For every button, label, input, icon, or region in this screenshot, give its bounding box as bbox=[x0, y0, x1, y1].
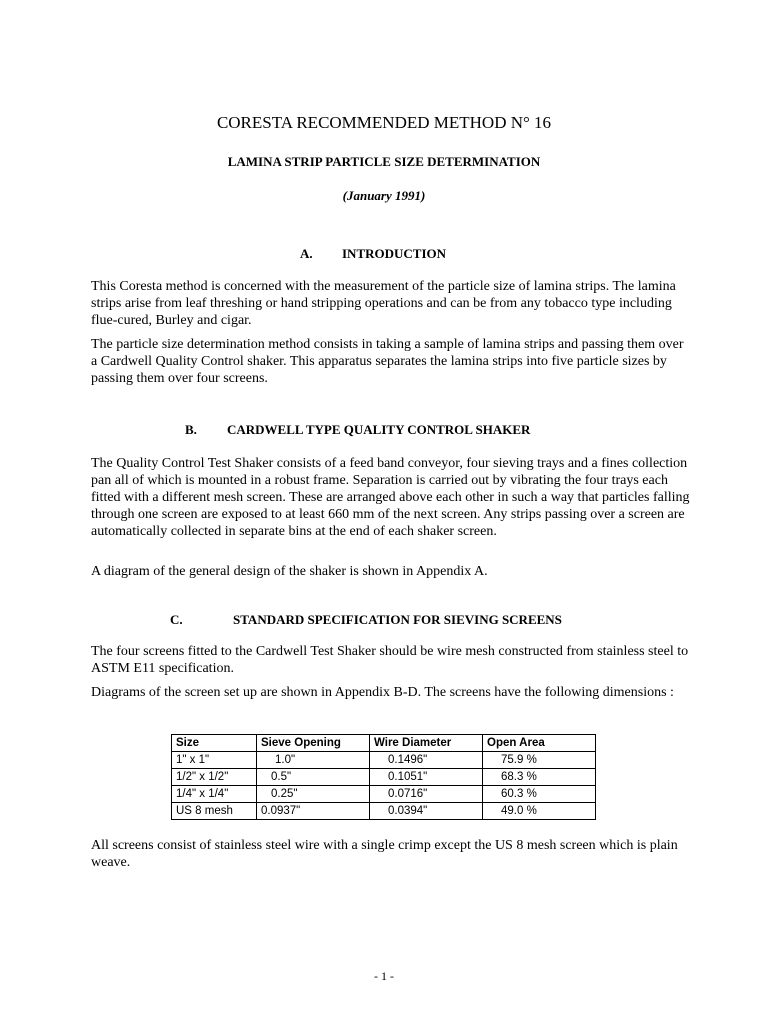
table-cell-open-area: 68.3 % bbox=[483, 769, 596, 786]
section-a-heading bbox=[300, 246, 446, 262]
document-subtitle: LAMINA STRIP PARTICLE SIZE DETERMINATION bbox=[227, 154, 541, 169]
section-c-letter: C. bbox=[170, 612, 183, 627]
table-cell-wire-diameter: 0.1051" bbox=[370, 769, 483, 786]
table-row bbox=[172, 786, 596, 803]
table-row bbox=[172, 769, 596, 786]
table-cell-wire-diameter: 0.0716" bbox=[370, 786, 483, 803]
section-a-title: INTRODUCTION bbox=[342, 246, 447, 261]
table-cell-size: 1/2" x 1/2" bbox=[172, 769, 257, 786]
table-cell-size: 1/4" x 1/4" bbox=[172, 786, 257, 803]
document-title: CORESTA RECOMMENDED METHOD N° 16 bbox=[216, 113, 552, 132]
section-a-letter: A. bbox=[300, 246, 313, 261]
section-a-paragraph-2: The particle size determination method consists in taking a sample of lamina strips and passing them over a Cardwell Quality Control shaker. This apparatus separates the lamina strips into five particle sizes by passing them over four screens. bbox=[91, 337, 684, 386]
section-c-title: STANDARD SPECIFICATION FOR SIEVING SCREENS bbox=[233, 612, 562, 627]
section-a-paragraph-1: This Coresta method is concerned with the measurement of the particle size of lamina strips. The lamina strips arise from leaf threshing or hand stripping operations and can be from any tobacco type including flue-cured, Burley and cigar. bbox=[91, 279, 676, 328]
section-b-letter: B. bbox=[185, 422, 197, 437]
table-cell-wire-diameter: 0.0394" bbox=[370, 803, 483, 820]
table-row bbox=[172, 803, 596, 820]
table-cell-wire-diameter: 0.1496" bbox=[370, 752, 483, 769]
section-c-closing-paragraph: All screens consist of stainless steel wire with a single crimp except the US 8 mesh screen which is plain weave. bbox=[91, 838, 678, 870]
section-b-paragraph-1: The Quality Control Test Shaker consists of a feed band conveyor, four sieving trays and a fines collection pan all of which is mounted in a robust frame. Separation is carried out by vibrating the four trays each fitted with a different mesh screen. These are arranged above each other in such a way that particles falling through one screen are exposed to at least 660 mm of the next screen. Any strips passing over a screen are automatically collected in separate bins at the end of each shaker screen. bbox=[91, 456, 690, 539]
table-cell-size: 1" x 1" bbox=[172, 752, 257, 769]
table-cell-sieve-opening: 0.25" bbox=[257, 786, 370, 803]
table-cell-open-area: 49.0 % bbox=[483, 803, 596, 820]
section-b-heading bbox=[185, 422, 530, 438]
table-header-size: Size bbox=[172, 735, 257, 752]
table-cell-sieve-opening: 0.5" bbox=[257, 769, 370, 786]
table-cell-sieve-opening: 1.0" bbox=[257, 752, 370, 769]
section-b-paragraph-2: A diagram of the general design of the shaker is shown in Appendix A. bbox=[91, 564, 488, 579]
table-row bbox=[172, 752, 596, 769]
table-cell-open-area: 60.3 % bbox=[483, 786, 596, 803]
table-cell-open-area: 75.9 % bbox=[483, 752, 596, 769]
section-c-paragraph-1: The four screens fitted to the Cardwell Test Shaker should be wire mesh constructed from stainless steel to ASTM E11 specification. bbox=[91, 644, 689, 676]
section-c-heading bbox=[170, 612, 562, 628]
table-cell-sieve-opening: 0.0937" bbox=[257, 803, 370, 820]
section-b-title: CARDWELL TYPE QUALITY CONTROL SHAKER bbox=[227, 422, 531, 437]
table-header-row bbox=[172, 735, 596, 752]
document-date: (January 1991) bbox=[342, 188, 426, 203]
page-number: - 1 - bbox=[374, 969, 394, 983]
table-cell-size: US 8 mesh bbox=[172, 803, 257, 820]
table-header-open-area: Open Area bbox=[483, 735, 596, 752]
section-c-paragraph-2: Diagrams of the screen set up are shown in Appendix B-D. The screens have the following dimensions : bbox=[91, 685, 674, 700]
table-header-wire-diameter: Wire Diameter bbox=[370, 735, 483, 752]
screen-dimensions-table bbox=[171, 734, 596, 820]
table-header-sieve-opening: Sieve Opening bbox=[257, 735, 370, 752]
